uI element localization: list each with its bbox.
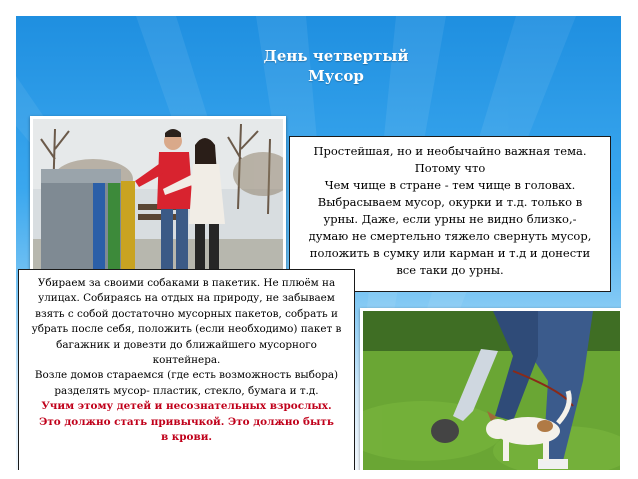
slide-title <box>216 46 456 86</box>
text-line: контейнера. <box>152 354 221 367</box>
text-line: Простейшая, но и необычайно важная тема. <box>313 144 587 158</box>
text-line: урны. Даже, если урны не видно близко,- <box>323 212 577 226</box>
photo-recycling-bins <box>30 116 286 292</box>
text-line: улицах. Собираясь на отдых на природу, не забываем <box>38 292 335 305</box>
title-line-2: Мусор <box>308 67 364 85</box>
text-line: Выбрасываем мусор, окурки и т.д. только в <box>317 195 583 209</box>
emphasis-line: в крови. <box>160 431 213 444</box>
text-line: Чем чище в стране - тем чище в головах. <box>324 178 576 192</box>
slide <box>16 16 621 470</box>
text-line: Убираем за своими собаками в пакетик. Не плюём на <box>37 277 336 289</box>
text-line: все таки до урны. <box>396 263 504 277</box>
text-line: разделять мусор- пластик, стекло, бумага и т.д. <box>54 384 319 397</box>
left-text-box <box>18 269 355 470</box>
title-line-1: День четвертый <box>263 47 409 65</box>
text-line: взять с собой достаточно мусорных пакетов, собрать и <box>35 307 338 320</box>
photo-dog-cleanup <box>360 308 621 470</box>
text-line: багажник и довезти до ближайшего мусорного <box>56 338 317 351</box>
text-line: убрать после себя, положить (если необходимо) пакет в <box>31 323 342 336</box>
text-line: Возле домов стараемся (где есть возможность выбора) <box>34 369 339 382</box>
text-line: Потому что <box>414 161 486 175</box>
text-line: думаю не смертельно тяжело свернуть мусор, <box>308 229 592 243</box>
emphasis-line: Это должно стать привычкой. Это должно быть <box>39 415 334 428</box>
text-line: положить в сумку или карман и т.д и донести <box>309 246 591 260</box>
emphasis-line: Учим этому детей и несознательных взрослых. <box>41 400 332 413</box>
